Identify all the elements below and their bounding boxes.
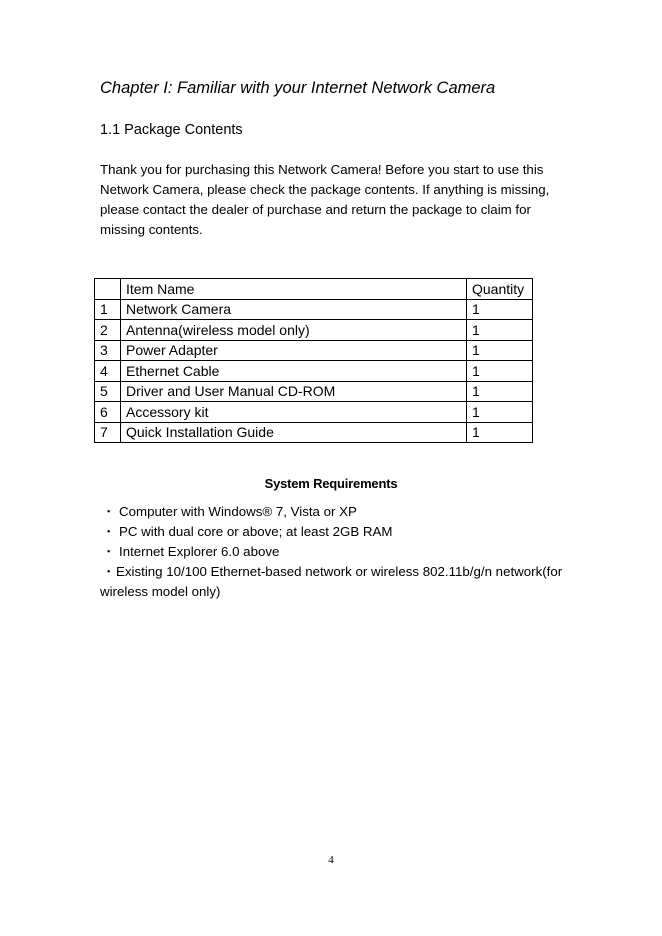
row-quantity: 1 [467, 381, 533, 402]
requirement-item [100, 562, 580, 602]
package-contents-table [94, 278, 533, 443]
requirement-item [100, 522, 580, 542]
row-number: 4 [95, 361, 121, 382]
chapter-title: Chapter I: Familiar with your Internet Network Camera [100, 79, 496, 97]
header-item-name: Item Name [121, 279, 467, 300]
row-quantity: 1 [467, 422, 533, 443]
system-requirements-list [100, 502, 580, 602]
requirement-item [100, 502, 580, 522]
header-quantity: Quantity [467, 279, 533, 300]
requirement-text: Existing 10/100 Ethernet-based network or wireless 802.11b/g/n network(for [116, 564, 563, 579]
intro-line: missing contents. [100, 222, 203, 237]
row-quantity: 1 [467, 361, 533, 382]
table-row [95, 381, 533, 402]
row-quantity: 1 [467, 320, 533, 341]
page-number: 4 [328, 854, 334, 866]
row-number: 1 [95, 299, 121, 320]
requirement-text: PC with dual core or above; at least 2GB RAM [119, 524, 393, 539]
table-row [95, 299, 533, 320]
row-item-name: Accessory kit [121, 402, 467, 423]
row-item-name: Quick Installation Guide [121, 422, 467, 443]
row-number: 2 [95, 320, 121, 341]
table-row [95, 402, 533, 423]
table-header-row [95, 279, 533, 300]
header-number [95, 279, 121, 300]
table-row [95, 340, 533, 361]
row-quantity: 1 [467, 340, 533, 361]
table-row [95, 320, 533, 341]
section-title: 1.1 Package Contents [100, 122, 243, 138]
row-item-name: Driver and User Manual CD-ROM [121, 381, 467, 402]
row-number: 5 [95, 381, 121, 402]
requirement-text: Computer with Windows® 7, Vista or XP [119, 504, 357, 519]
system-requirements-title: System Requirements [264, 476, 398, 491]
requirement-text: Internet Explorer 6.0 above [119, 544, 280, 559]
intro-paragraph [100, 160, 570, 240]
intro-line: Network Camera, please check the package contents. If anything is missing, [100, 182, 550, 197]
intro-line: Thank you for purchasing this Network Camera! Before you start to use this [100, 162, 544, 177]
row-item-name: Antenna(wireless model only) [121, 320, 467, 341]
row-item-name: Power Adapter [121, 340, 467, 361]
requirement-continuation: wireless model only) [100, 584, 221, 599]
row-item-name: Ethernet Cable [121, 361, 467, 382]
row-quantity: 1 [467, 402, 533, 423]
table-row [95, 361, 533, 382]
bullet-icon: ・ [102, 524, 116, 539]
row-quantity: 1 [467, 299, 533, 320]
bullet-icon: ・ [102, 544, 116, 559]
row-number: 7 [95, 422, 121, 443]
requirement-item [100, 542, 580, 562]
row-item-name: Network Camera [121, 299, 467, 320]
bullet-icon: ・ [102, 564, 116, 579]
bullet-icon: ・ [102, 504, 116, 519]
row-number: 6 [95, 402, 121, 423]
intro-line: please contact the dealer of purchase and return the package to claim for [100, 202, 531, 217]
row-number: 3 [95, 340, 121, 361]
table-row [95, 422, 533, 443]
